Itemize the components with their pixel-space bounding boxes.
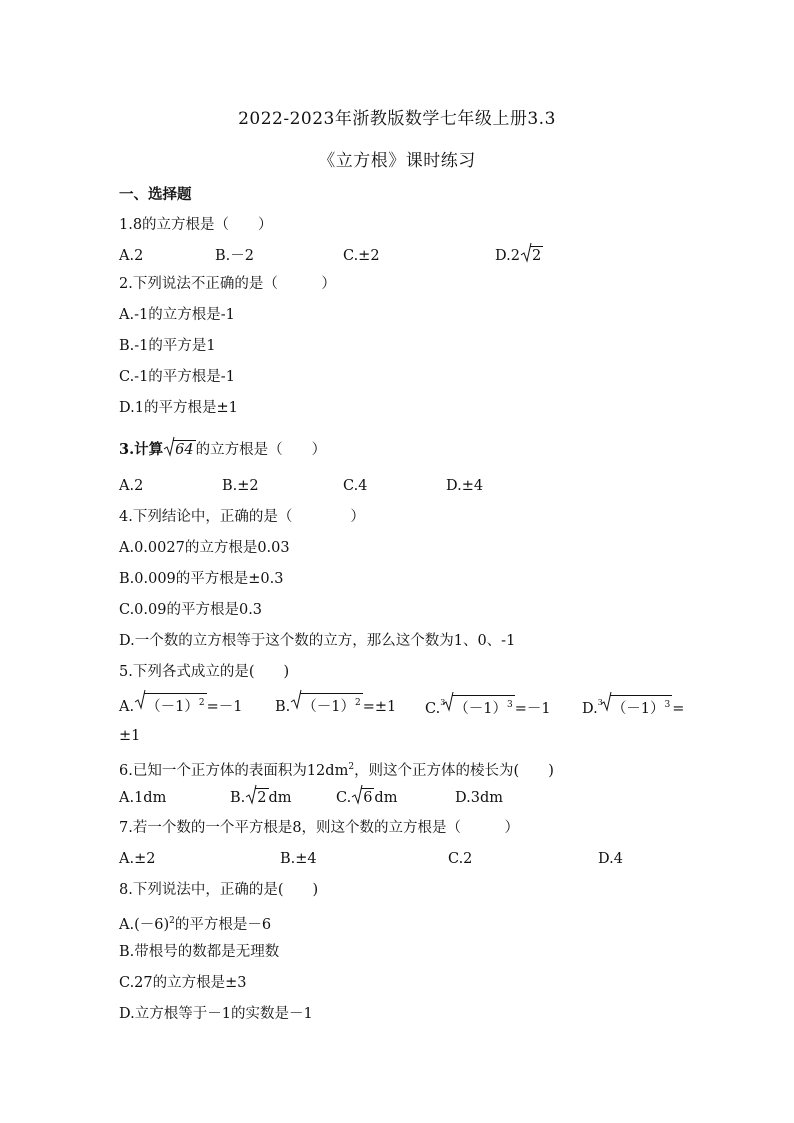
q5-c-exp: 3 [507, 700, 513, 711]
q7-option-a: A.±2 [119, 851, 156, 867]
q3-option-b: B.±2 [222, 478, 259, 494]
q8-a-base: A.(－6) [119, 916, 170, 933]
q5-a-exp: 2 [198, 698, 205, 708]
q1-option-a: A.2 [119, 248, 144, 264]
q5-b-result: =±1 [362, 698, 397, 715]
q2-stem: 2.下列说法不正确的是（ ） [119, 276, 336, 292]
sqrt-symbol [245, 788, 268, 808]
page-title-line2: 《立方根》课时练习 [318, 151, 476, 171]
q1-d-radicand: 2 [531, 248, 542, 264]
q2-option-c: C.-1的平方根是-1 [119, 369, 235, 385]
q1-d-coef: D.2 [495, 248, 520, 264]
q8-option-a [119, 911, 271, 935]
q5-b-radicand [300, 693, 362, 716]
cbrt-symbol [442, 695, 514, 719]
q2-option-d: D.1的平方根是±1 [119, 400, 238, 416]
q6-b-unit: dm [268, 790, 292, 806]
q3-stem [119, 440, 326, 460]
q5-c-base: （－1） [454, 701, 508, 717]
page-title-line1: 2022-2023年浙教版数学七年级上册3.3 [238, 109, 556, 129]
q5-a-result: =－1 [206, 698, 243, 715]
q5-b-exp: 2 [355, 698, 361, 708]
q5-a-label: A. [119, 698, 135, 715]
q6-stem-exp: 2 [348, 762, 355, 772]
q5-c-index: 3 [440, 698, 446, 707]
q6-stem [119, 757, 554, 781]
q5-d-label: D. [582, 701, 598, 717]
q6-c-radicand: 6 [363, 790, 373, 806]
q6-c-unit: dm [374, 790, 398, 806]
q5-option-a [119, 693, 242, 717]
q6-stem-pre: 6.已知一个正方体的表面积为12dm [119, 762, 349, 779]
q5-d-result: = [672, 701, 685, 717]
q6-b-radicand: 2 [257, 790, 267, 806]
q3-option-d: D.±4 [446, 478, 484, 494]
q4-option-c: C.0.09的平方根是0.3 [119, 602, 263, 618]
q5-option-c [425, 693, 551, 719]
q8-stem: 8.下列说法中，正确的是( ) [119, 882, 319, 898]
q1-option-d [495, 246, 543, 266]
q6-option-c [336, 788, 397, 808]
q3-stem-post: 的立方根是（ ） [195, 442, 327, 458]
q2-option-a: A.-1的立方根是-1 [119, 307, 235, 323]
q5-b-base: （－1） [302, 698, 355, 715]
q6-b-label: B. [230, 790, 246, 806]
q4-stem: 4.下列结论中，正确的是（ ） [119, 509, 365, 525]
q4-option-b: B.0.009的平方根是±0.3 [119, 571, 284, 587]
q5-a-base: （－1） [146, 698, 199, 715]
q5-stem: 5.下列各式成立的是( ) [119, 664, 290, 680]
q6-c-label: C. [336, 790, 352, 806]
sqrt-symbol [163, 440, 195, 460]
q3-radicand: 64 [175, 442, 194, 458]
q6-option-b [230, 788, 292, 808]
q6-stem-post: ，则这个正方体的棱长为( ) [354, 762, 554, 779]
section-heading: 一、选择题 [119, 186, 192, 203]
sqrt-symbol [520, 246, 543, 266]
q4-option-a: A.0.0027的立方根是0.03 [119, 540, 290, 556]
q4-option-d: D.一个数的立方根等于这个数的立方，那么这个数为1、0、-1 [119, 633, 516, 649]
q5-d-exp: 3 [664, 700, 671, 711]
q8-option-b: B.带根号的数都是无理数 [119, 944, 280, 960]
sqrt-symbol [290, 693, 362, 717]
q7-option-d: D.4 [598, 851, 623, 867]
q5-d-base: （－1） [611, 701, 665, 717]
sqrt-symbol [351, 788, 374, 808]
q3-option-c: C.4 [343, 478, 368, 494]
q5-option-d-continued: ±1 [119, 728, 141, 744]
q5-c-result: =－1 [514, 701, 551, 717]
q8-a-exp: 2 [169, 916, 175, 926]
q5-d-radicand [610, 695, 672, 718]
q6-option-d: D.3dm [455, 790, 503, 806]
q5-c-radicand [452, 695, 514, 718]
q5-b-label: B. [275, 698, 291, 715]
q3-stem-pre: 3.计算 [119, 441, 164, 458]
q3-option-a: A.2 [119, 478, 144, 494]
q1-option-c: C.±2 [343, 248, 380, 264]
q8-option-c: C.27的立方根是±3 [119, 975, 247, 991]
q7-option-c: C.2 [448, 851, 473, 867]
q8-option-d: D.立方根等于－1的实数是－1 [119, 1006, 313, 1022]
q5-option-d [582, 693, 684, 719]
q6-option-a: A.1dm [119, 790, 167, 806]
q2-option-b: B.-1的平方是1 [119, 338, 216, 354]
q5-option-b [275, 693, 396, 717]
q7-option-b: B.±4 [280, 851, 317, 867]
q5-a-radicand [144, 693, 206, 716]
q7-stem: 7.若一个数的一个平方根是8，则这个数的立方根是（ ） [119, 820, 520, 836]
cbrt-symbol [597, 695, 672, 719]
q5-c-label: C. [425, 701, 441, 717]
q1-option-b: B.－2 [215, 248, 254, 264]
sqrt-symbol [134, 693, 206, 717]
q8-a-rest: 的平方根是－6 [174, 916, 272, 933]
q5-d-index: 3 [597, 698, 603, 707]
q1-stem: 1.8的立方根是（ ） [119, 217, 273, 233]
